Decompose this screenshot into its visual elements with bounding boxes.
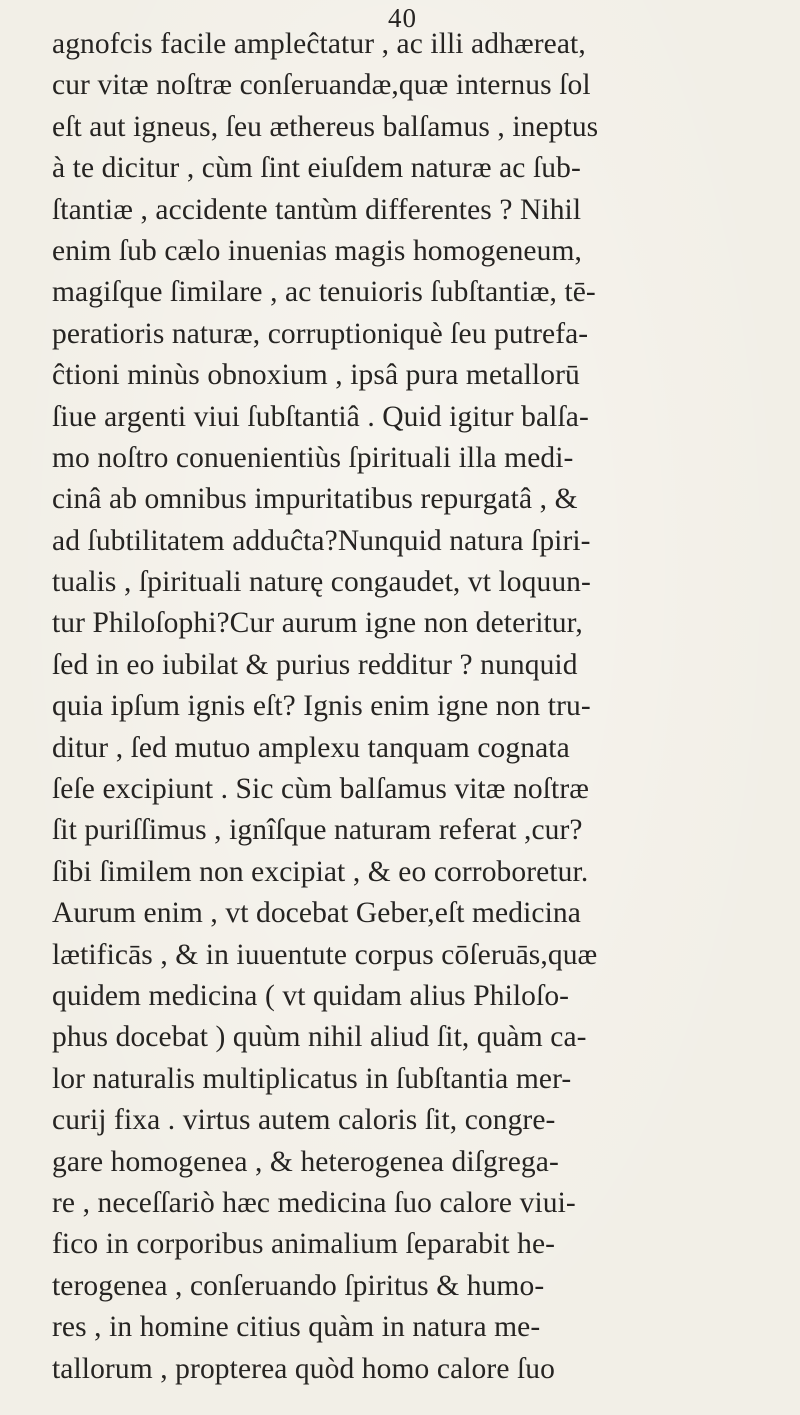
text-line: res , in homine citius quàm in natura me- bbox=[52, 1311, 541, 1344]
page-number: 40 bbox=[388, 3, 417, 33]
text-line: tallorum , propterea quòd homo calore ſuo bbox=[52, 1352, 555, 1385]
text-line: Aurum enim , vt docebat Geber,eſt medicina bbox=[52, 897, 581, 930]
text-line: ſit puriſſimus , ignîſque naturam referat ,cur? bbox=[52, 814, 583, 847]
text-line: ĉtioni minùs obnoxium , ipsâ pura metallorū bbox=[52, 359, 580, 392]
text-line: quia ipſum ignis eſt? Ignis enim igne non tru- bbox=[52, 690, 591, 723]
text-line: cinâ ab omnibus impuritatibus repurgatâ , & bbox=[52, 483, 578, 516]
text-line: phus docebat ) quùm nihil aliud ſit, quàm ca- bbox=[52, 1021, 587, 1054]
text-line: magiſque ſimilare , ac tenuioris ſubſtantiæ, tē- bbox=[52, 276, 596, 309]
text-line: eſt aut igneus, ſeu æthereus balſamus , ineptus bbox=[52, 110, 599, 143]
text-line: curij fixa . virtus autem caloris ſit, congre- bbox=[52, 1104, 556, 1137]
text-line: ad ſubtilitatem adduĉta?Nunquid natura ſpiri- bbox=[52, 524, 591, 557]
text-line: ditur , ſed mutuo amplexu tanquam cognata bbox=[52, 731, 570, 764]
text-line: mo noſtro conuenientiùs ſpirituali illa medi- bbox=[52, 441, 574, 474]
body-text bbox=[52, 24, 764, 1390]
text-line: re , neceſſariò hæc medicina ſuo calore viui- bbox=[52, 1186, 576, 1219]
text-line: peratioris naturæ, corruptioniquè ſeu putrefa- bbox=[52, 317, 589, 350]
text-line: cur vitæ noſtræ conſeruandæ,quæ internus ſol bbox=[52, 69, 591, 102]
text-line: ſiue argenti viui ſubſtantiâ . Quid igitur balſa- bbox=[52, 400, 589, 433]
text-line: ſeſe excipiunt . Sic cùm balſamus vitæ noſtræ bbox=[52, 773, 590, 806]
text-line: lætificās , & in iuuentute corpus cōſeruās,quæ bbox=[52, 938, 598, 971]
text-line: tualis , ſpirituali naturę congaudet, vt loquun- bbox=[52, 566, 591, 599]
text-line: ſed in eo iubilat & purius redditur ? nunquid bbox=[52, 648, 578, 681]
text-line: fico in corporibus animalium ſeparabit he- bbox=[52, 1228, 556, 1261]
text-line: enim ſub cælo inuenias magis homogeneum, bbox=[52, 234, 583, 267]
text-line: tur Philoſophi?Cur aurum igne non deteritur, bbox=[52, 607, 583, 640]
text-line: quidem medicina ( vt quidam alius Philoſo- bbox=[52, 979, 570, 1012]
text-line: terogenea , conſeruando ſpiritus & humo- bbox=[52, 1269, 545, 1302]
text-line: à te dicitur , cùm ſint eiuſdem naturæ ac ſub- bbox=[52, 152, 581, 185]
text-line: lor naturalis multiplicatus in ſubſtantia mer- bbox=[52, 1062, 572, 1095]
text-line: agnofcis facile ampleĉtatur , ac illi adhæreat, bbox=[52, 28, 586, 60]
text-line: ſibi ſimilem non excipiat , & eo corroboretur. bbox=[52, 855, 589, 888]
text-line: gare homogenea , & heterogenea diſgrega- bbox=[52, 1145, 559, 1178]
text-line: ſtantiæ , accidente tantùm differentes ? Nihil bbox=[52, 193, 582, 226]
